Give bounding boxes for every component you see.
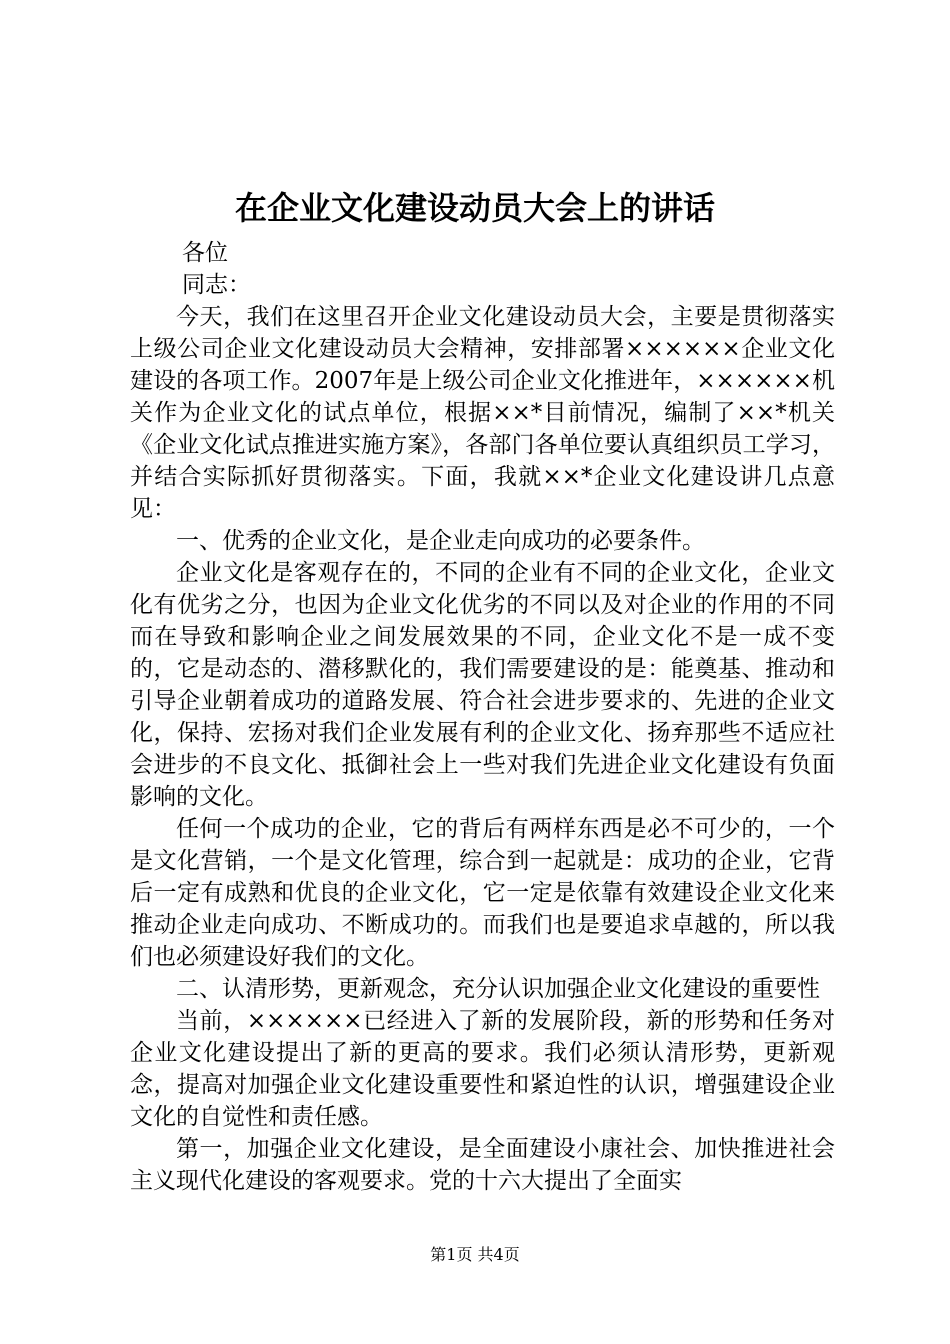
salutation-line-2: 同志： — [182, 272, 251, 298]
paragraph: 企业文化是客观存在的，不同的企业有不同的企业文化，企业文化有优劣之分，也因为企业文化优劣的不同以及对企业的作用的不同而在导致和影响企业之间发展效果的不同，企业文化不是一成不变的，它是动态的、潜移默化的，我们需要建设的是：能奠基、推动和引导企业朝着成功的道路发展、符合社会进步要求的、先进的企业文化，保持、宏扬对我们企业发展有利的企业文化、扬弃那些不适应社会进步的不良文化、抵御社会上一些对我们先进企业文化建设有负面影响的文化。 — [130, 560, 835, 810]
document-body — [130, 237, 835, 1197]
paragraph: 第一，加强企业文化建设，是全面建设小康社会、加快推进社会主义现代化建设的客观要求。党的十六大提出了全面实 — [130, 1136, 835, 1194]
salutation-line-1: 各位 — [182, 240, 228, 266]
document-title: 在企业文化建设动员大会上的讲话 — [234, 189, 715, 227]
paragraph: 任何一个成功的企业，它的背后有两样东西是必不可少的，一个是文化营销，一个是文化管理，综合到一起就是：成功的企业，它背后一定有成熟和优良的企业文化，它一定是依靠有效建设企业文化来推动企业走向成功、不断成功的。而我们也是要追求卓越的，所以我们也必须建设好我们的文化。 — [130, 816, 835, 970]
section-heading-1: 一、优秀的企业文化，是企业走向成功的必要条件。 — [176, 528, 705, 554]
page-number-footer: 第1页 共4页 — [430, 1245, 520, 1264]
paragraph: 当前，××××××已经进入了新的发展阶段，新的形势和任务对企业文化建设提出了新的更高的要求。我们必须认清形势，更新观念，提高对加强企业文化建设重要性和紧迫性的认识，增强建设企业文化的自觉性和责任感。 — [130, 1008, 835, 1130]
section-heading-2: 二、认清形势，更新观念，充分认识加强企业文化建设的重要性 — [176, 976, 820, 1002]
paragraph-intro: 今天，我们在这里召开企业文化建设动员大会，主要是贯彻落实上级公司企业文化建设动员大会精神，安排部署××××××企业文化建设的各项工作。2007年是上级公司企业文化推进年，××××××机关作为企业文化的试点单位，根据××*目前情况，编制了××*机关《企业文化试点推进实施方案》，各部门各单位要认真组织员工学习，并结合实际抓好贯彻落实。下面，我就××*企业文化建设讲几点意见： — [130, 304, 835, 522]
